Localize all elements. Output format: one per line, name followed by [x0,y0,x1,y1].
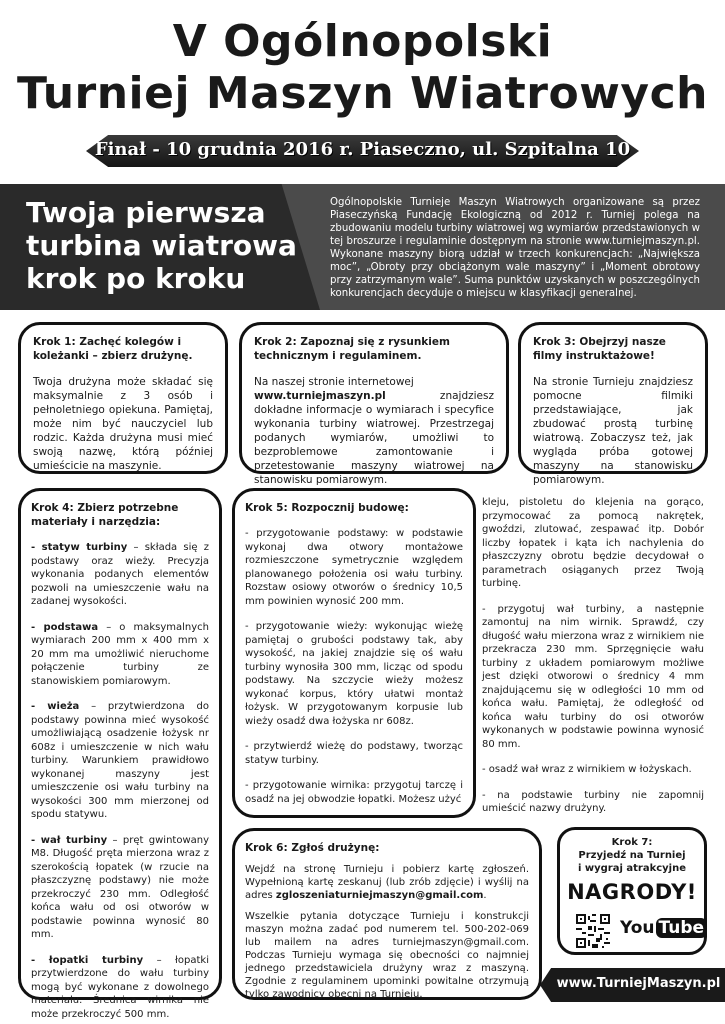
page-title [0,16,725,120]
step-4-list [31,541,209,1021]
step-4-heading: Krok 4: Zbierz potrzebne materiały i narzędzia: [31,502,179,528]
hero-title-line-2: turbina wiatrowa [26,229,297,262]
step-4-item-text: – łopatki przytwierdzone do wału turbiny mogą być wykonane z dowolnego materiału. Średnica wirnika nie może przekroczyć 500 mm. [31,954,209,1020]
step-5-para: - na podstawie turbiny nie zapomnij umieścić nazwy drużyny. [482,789,704,814]
youtube-logo[interactable] [620,918,707,938]
step-2-text-b: znajdziesz dokładne informacje o wymiarach i specyfice wykonania turbiny wiatrowej. Przestrzegaj podanych wymiarów, umożliwi to bezproblemowe zamontowanie i przetestowanie maszyny wiatrowej na stanowisku pomiarowym. [254,390,494,486]
banner-text: Finał - 10 grudnia 2016 r. Piaseczno, ul. Szpitalna 10 [94,139,631,160]
step-3-box [518,322,708,486]
step-7-heading-line-3: i wygraj atrakcyjne [577,863,687,874]
step-5-col-1 [245,527,463,806]
step-2-box [239,322,509,486]
step-6-text [245,863,529,1001]
step-5-para: - przygotowanie wirnika: przygotuj tarczę i osadź na jej obwodzie łopatki. Możesz użyć [245,780,463,805]
step-2-text [254,375,494,487]
step-1-box [18,322,228,474]
step-1-heading: Krok 1: Zachęć kolegów i koleżanki – zbierz drużynę. [33,336,193,362]
step-4-item-name: - wał turbiny [31,834,108,846]
step-6-para-2: Wszelkie pytania dotyczące Turnieju i konstrukcji maszyn można zadać pod numerem tel. 500-202-069 lub mailem na adres turniejmaszyn@gmail.com. Podczas Turnieju wymaga się obecności co najmniej jednego przedstawiciela drużyny wraz z maszyną. Zgodnie z regulaminem upominki powitalne otrzymują tylko zawodnicy obecni na Turnieju. [245,911,529,1000]
step-2-text-a: Na naszej stronie internetowej [254,376,414,388]
step-4-item [31,834,209,942]
step-4-box [18,488,222,1020]
step-2-heading: Krok 2: Zapoznaj się z rysunkiem technicznym i regulaminem. [254,336,450,362]
youtube-you: You [620,918,655,938]
step-2-link[interactable]: www.turniejmaszyn.pl [254,390,386,402]
prizes-label: NAGRODY! [567,880,697,904]
qr-code-icon[interactable] [576,914,610,948]
step-7-heading-line-2: Przyjedź na Turniej [578,850,686,861]
step-1-text: Twoja drużyna może składać się maksymalnie z 3 osób i pełnoletniego opiekuna. Pamiętaj, może nim być nauczyciel lub rodzic. Każda drużyna musi mieć swoją nazwę, którą później umieścicie na maszynie. [33,376,213,472]
step-6-p1b: . [483,890,487,901]
step-5-para: - osadź wał wraz z wirnikiem w łożyskach. [482,764,692,775]
hero-title [26,196,326,295]
step-6-p1a: Wejdź na stronę Turnieju i pobierz kartę zgłoszeń. Wypełnioną kartę zeskanuj (lub zrób zdjęcie) i wyślij na adres [245,864,529,901]
step-6-box [232,828,542,1000]
step-7-box [557,827,707,955]
step-4-item-text: – składa się z podstawy oraz wieży. Precyzja wykonania podanych elementów pozwoli na umieszczenie wału na zadanej wysokości. [31,542,209,607]
step-4-item-name: - podstawa [31,621,99,633]
step-4-item [31,621,209,689]
hero-description: Ogólnopolskie Turnieje Maszyn Wiatrowych organizowane są przez Piaseczyńską Fundację Ekologiczną od 2012 r. Turniej polega na zbudowaniu modelu turbiny wiatrowej wg wymiarów przedstawionych w tej broszurze i regulaminie dostępnym na stronie www.turniejmaszyn.pl. Wykonane maszyny biorą udział w trzech konkurencjach: „Największa moc”, „Obroty przy obciążonym wale maszyny” i „Moment obrotowy przy zatrzymanym wale”. Suma punktów uzyskanych w poszczególnych konkurencjach decyduje o miejscu w klasyfikacji generalnej. [330,197,700,299]
hero-title-line-3: krok po kroku [26,262,246,295]
step-6-para-1 [245,863,529,902]
date-banner [86,130,639,172]
step-6-email[interactable]: zgloszeniaturniejmaszyn@gmail.com [275,890,484,901]
step-4-item-text: – pręt gwintowany M8. Długość pręta mierzona wraz z szerokością łopatek (w rzucie na płaszczyznę podstawy) nie może przekroczyć 230 mm. Odległość końca wału od osi otworów w podstawie powinna wynosić 80 mm. [31,834,210,940]
step-3-heading: Krok 3: Obejrzyj nasze filmy instruktażowe! [533,336,666,362]
step-4-item [31,700,209,822]
step-7-heading [560,836,704,875]
step-5-box [232,488,476,818]
youtube-tube: Tube [656,918,708,938]
step-7-heading-line-1: Krok 7: [611,837,653,848]
step-5-para: kleju, pistoletu do klejenia na gorąco, przymocować za pomocą nakrętek, gwoździ, zlutować, zespawać itp. Dobór liczby łopatek i kąta ich nachylenia do płaszczyzny obrotu będzie decydował o parametrach osiąganych przez Twoją turbinę. [482,497,704,589]
step-4-item-name: - łopatki turbiny [31,954,144,966]
step-4-item-name: - statyw turbiny [31,542,128,553]
step-4-item [31,541,209,609]
step-5-para: - przygotowanie wieży: wykonując wieżę pamiętaj o grubości podstawy tak, aby wysokość, na jakiej znajdzie się oś wału turbiny wynosiła 300 mm, licząc od spodu podstawy. Na szczycie wieży możesz wykonać korpus, który ułatwi montaż łożysk. W przygotowanym korpusie lub wieży osadź dwa łożyska nr 608z. [245,621,463,727]
step-4-item [31,954,209,1022]
title-line-1: V Ogólnopolski [172,16,553,67]
step-5-para: - przygotuj wał turbiny, a następnie zamontuj na nim wirnik. Sprawdź, czy długość wału mierzona wraz z wirnikiem nie przekracza 230 mm. Sprzęgnięcie wału turbiny z układem pomiarowym możliwe jest dzięki otworowi o średnicy 4 mm znajdującemu się w odległości 10 mm od końca wału. Pamiętaj, że odległość od końca wału turbiny do osi otworów wykonanych w podstawie powinna wynosić 80 mm. [482,603,704,750]
title-line-2: Turniej Maszyn Wiatrowych [17,68,708,119]
footer-url[interactable]: www.TurniejMaszyn.pl [556,976,721,991]
step-5-col-2 [482,496,704,828]
step-4-item-text: – o maksymalnych wymiarach 200 mm x 400 mm x 20 mm ma umożliwić nieruchome połączenie turbiny ze stanowiskiem pomiarowym. [31,621,209,687]
step-4-item-text: – przytwierdzona do podstawy powinna mieć wysokość umożliwiającą osadzenie łożysk nr 608z i umieszczenie w nich wału turbiny. Warunkiem prawidłowo wykonanej maszyny jest umieszczenie osi wału turbiny na wysokości 300 mm mierzonej od spodu statywu. [31,701,209,820]
step-5-heading: Krok 5: Rozpocznij budowę: [245,502,409,514]
step-5-para: - przytwierdź wieżę do podstawy, tworząc statyw turbiny. [245,741,463,766]
step-3-text: Na stronie Turnieju znajdziesz pomocne filmiki przedstawiające, jak zbudować prostą turbinę wiatrową. Zobaczysz też, jak wygląda próba gotowej maszyny na stanowisku pomiarowym. [533,376,693,486]
step-4-item-name: - wieża [31,701,80,712]
step-6-heading: Krok 6: Zgłoś drużynę: [245,842,380,854]
hero-title-line-1: Twoja pierwsza [26,196,266,229]
step-5-para: - przygotowanie podstawy: w podstawie wykonaj dwa otwory montażowe rozmieszczone symetrycznie względem planowanego położenia osi wału turbiny. Rozstaw osiowy otworów o średnicy 10,5 mm powinien wynosić 200 mm. [245,528,463,607]
